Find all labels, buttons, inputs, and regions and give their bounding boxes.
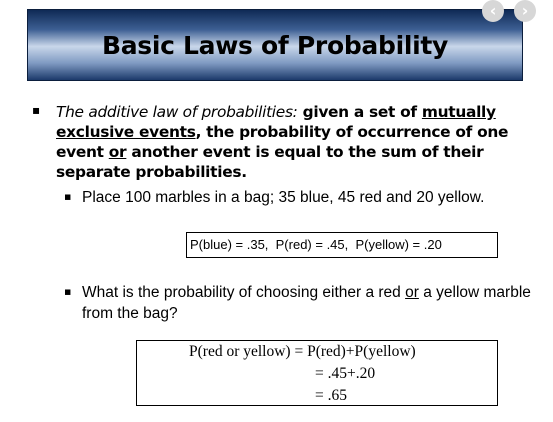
chevron-right-icon[interactable] bbox=[514, 0, 536, 22]
statement-part3: another event is equal to the sum of their separate probabilities. bbox=[56, 143, 484, 181]
formula-box bbox=[136, 340, 498, 406]
next-glyph: › bbox=[521, 1, 529, 20]
question-text bbox=[82, 282, 537, 324]
statement-underline-mutually-exclusive: mutually exclusive events bbox=[56, 103, 496, 141]
prev-glyph: ‹ bbox=[489, 1, 497, 20]
statement-part2: , the probability of occurrence of one event bbox=[56, 123, 509, 161]
sub-bullet-marbles: ▪ bbox=[64, 190, 72, 203]
additive-law-lead: The additive law of probabilities: bbox=[56, 103, 298, 121]
title-banner bbox=[27, 9, 523, 81]
statement-underline-or: or bbox=[108, 143, 127, 161]
statement-part1: given a set of bbox=[297, 103, 422, 121]
sub-bullet-question: ▪ bbox=[64, 285, 72, 298]
formula-line-2: = .45+.20 bbox=[315, 365, 376, 382]
formula-line-3: = .65 bbox=[315, 387, 347, 404]
main-bullet: ▪ bbox=[32, 103, 41, 117]
question-part2: a yellow marble from the bag? bbox=[82, 284, 531, 322]
question-part1: What is the probability of choosing either a red bbox=[82, 284, 406, 301]
chevron-left-icon[interactable] bbox=[482, 0, 504, 22]
question-underline-or: or bbox=[405, 284, 419, 301]
marbles-setup-text: Place 100 marbles in a bag; 35 blue, 45 red and 20 yellow. bbox=[82, 189, 485, 206]
additive-law-statement bbox=[56, 102, 526, 182]
slide-title: Basic Laws of Probability bbox=[101, 30, 449, 60]
formula-line-1: P(red or yellow) = P(red)+P(yellow) bbox=[189, 343, 416, 360]
probabilities-box: P(blue) = .35, P(red) = .45, P(yellow) = .20 bbox=[186, 232, 498, 258]
